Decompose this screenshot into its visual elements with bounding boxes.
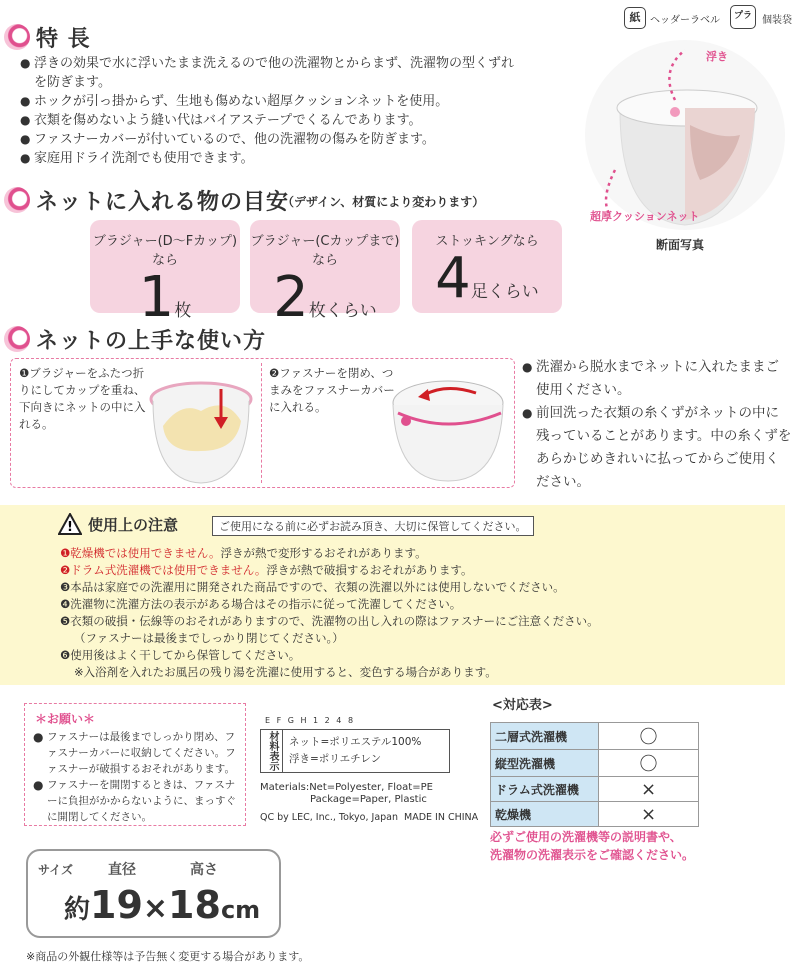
table-row: ドラム式洗濯機 × xyxy=(491,777,699,802)
guide-card xyxy=(412,220,562,313)
card-number: 1 xyxy=(138,265,175,330)
material-line: ネット=ポリエステル100% xyxy=(289,736,422,748)
caution-box xyxy=(0,505,785,685)
howto-title: ネットの上手な使い方 xyxy=(36,329,267,354)
request-list xyxy=(33,729,239,825)
feature-item: ● 衣類を傷めないよう縫い代はバイアステープでくるんであります。 xyxy=(20,111,520,130)
card-unit: 足くらい xyxy=(470,282,539,302)
feature-item: ● ファスナーカバーが付いているので、他の洗濯物の傷みを防ぎます。 xyxy=(20,130,520,149)
caution-lines xyxy=(60,545,599,681)
card-label: ストッキングなら xyxy=(435,234,539,249)
caution-line: ❷ドラム式洗濯機では使用できません。浮きが熱で破損するおそれがあります。 xyxy=(60,563,473,577)
caution-title: 使用上の注意 xyxy=(88,516,179,534)
material-label: 材料表示 xyxy=(261,730,283,772)
guide-card xyxy=(90,220,240,330)
net-label: 超厚クッションネット xyxy=(590,210,700,223)
request-item: ● ファスナーは最後までしっかり閉め、ファスナーカバーに収納してください。ファスナーが破損するおそれがあります。 xyxy=(33,729,239,777)
tip-item: ● 洗濯から脱水までネットに入れたままご使用ください。 xyxy=(522,356,792,402)
size-values: 約19×18cm xyxy=(64,883,261,927)
section-bullet-icon xyxy=(4,24,30,50)
guide-title: ネットに入れる物の目安 xyxy=(36,190,290,215)
features-title: 特 長 xyxy=(36,27,91,52)
size-box xyxy=(26,849,281,938)
float-label: 浮き xyxy=(706,50,728,63)
bag-label-text: 個装袋 xyxy=(762,15,792,26)
material-line: 浮き=ポリエチレン xyxy=(289,753,382,765)
step2-illustration xyxy=(386,363,511,487)
svg-text:!: ! xyxy=(67,520,73,535)
size-label: サイズ xyxy=(38,863,74,877)
request-box xyxy=(24,703,246,826)
caution-line: ❸本品は家庭での洗濯用に開発された商品ですので、衣類の洗濯以外には使用しないでください。 xyxy=(60,580,565,594)
support-note: 必ずご使用の洗濯機等の説明書や、 洗濯物の洗濯表示をご確認ください。 xyxy=(490,830,695,862)
card-unit: 枚くらい xyxy=(308,301,377,321)
photo-caption: 断面写真 xyxy=(656,238,705,252)
height-label: 高さ xyxy=(190,862,218,878)
feature-item: ● ホックが引っ掛からず、生地も傷めない超厚クッションネットを使用。 xyxy=(20,92,520,111)
header-label-text: ヘッダーラベル xyxy=(650,15,720,26)
caution-line: （ファスナーは最後までしっかり閉じてください。） xyxy=(74,631,344,645)
guide-card xyxy=(250,220,400,330)
support-table xyxy=(490,722,699,827)
step1-illustration xyxy=(141,371,261,490)
material-en2: Package=Paper, Plastic xyxy=(310,794,427,805)
table-row: 乾燥機 × xyxy=(491,802,699,827)
tip-item: ● 前回洗った衣類の糸くずがネットの中に残っていることがあります。中の糸くずをあらかじめきれいに払ってからご使用ください。 xyxy=(522,402,792,494)
made-in: MADE IN CHINA xyxy=(404,812,479,823)
plastic-recycle-icon: プラ xyxy=(730,5,756,29)
howto-steps-box xyxy=(10,358,515,488)
step2-text: ❷ファスナーを閉め、つまみをファスナーカバーに入れる。 xyxy=(269,366,395,414)
card-number: 4 xyxy=(435,246,471,311)
step1-text: ❶ブラジャーをふたつ折りにしてカップを重ね、下向きにネットの中に入れる。 xyxy=(19,366,146,431)
feature-item: ● 家庭用ドライ洗剤でも使用できます。 xyxy=(20,149,520,168)
feature-item: ● 浮きの効果で水に浮いたまま洗えるので他の洗濯物とからまず、洗濯物の型くずれを防ぎます。 xyxy=(20,54,520,92)
warning-icon xyxy=(58,513,82,539)
qc-text: QC by LEC, Inc., Tokyo, Japan xyxy=(260,812,399,823)
features-list xyxy=(20,54,520,168)
table-row: 縦型洗濯機 〇 xyxy=(491,750,699,777)
caution-line: ❻使用後はよく干してから保管してください。 xyxy=(60,648,301,662)
table-row: 二層式洗濯機 〇 xyxy=(491,723,699,750)
caution-line: ❹洗濯物に洗濯方法の表示がある場合はその指示に従って洗濯してください。 xyxy=(60,597,462,611)
howto-tips xyxy=(522,356,792,494)
card-label: ブラジャー(D～Fカップ)なら xyxy=(92,234,238,268)
card-label: ブラジャー(Cカップまで)なら xyxy=(250,234,400,268)
section-bullet-icon xyxy=(4,187,30,213)
guide-note: （デザイン、材質により変わります） xyxy=(282,195,485,209)
section-bullet-icon xyxy=(4,326,30,352)
footnote: ※商品の外観仕様等は予告無く変更する場合があります。 xyxy=(26,950,310,963)
request-item: ● ファスナーを開閉するときは、ファスナーに負担がかからないように、まっすぐに開閉してください。 xyxy=(33,777,239,825)
paper-recycle-icon: 紙 xyxy=(624,7,646,29)
material-table xyxy=(260,729,450,773)
diameter-label: 直径 xyxy=(108,862,136,878)
support-title: <対応表> xyxy=(492,698,553,713)
material-en1: Materials:Net=Polyester, Float=PE xyxy=(260,782,433,793)
material-code: E F G H 1 2 4 8 xyxy=(265,716,356,725)
caution-line: ❶乾燥機では使用できません。浮きが熱で変形するおそれがあります。 xyxy=(60,546,427,560)
request-title: ＊お願い＊ xyxy=(35,712,96,726)
card-unit: 枚 xyxy=(174,301,192,321)
caution-line: ❺衣類の破損・伝線等のおそれがありますので、洗濯物の出し入れの際はファスナーにご注意ください。 xyxy=(60,614,599,628)
caution-subtitle: ご使用になる前に必ずお読み頂き、大切に保管してください。 xyxy=(212,516,534,536)
caution-line: ※入浴剤を入れたお風呂の残り湯を洗濯に使用すると、変色する場合があります。 xyxy=(74,665,497,679)
card-number: 2 xyxy=(273,265,309,330)
